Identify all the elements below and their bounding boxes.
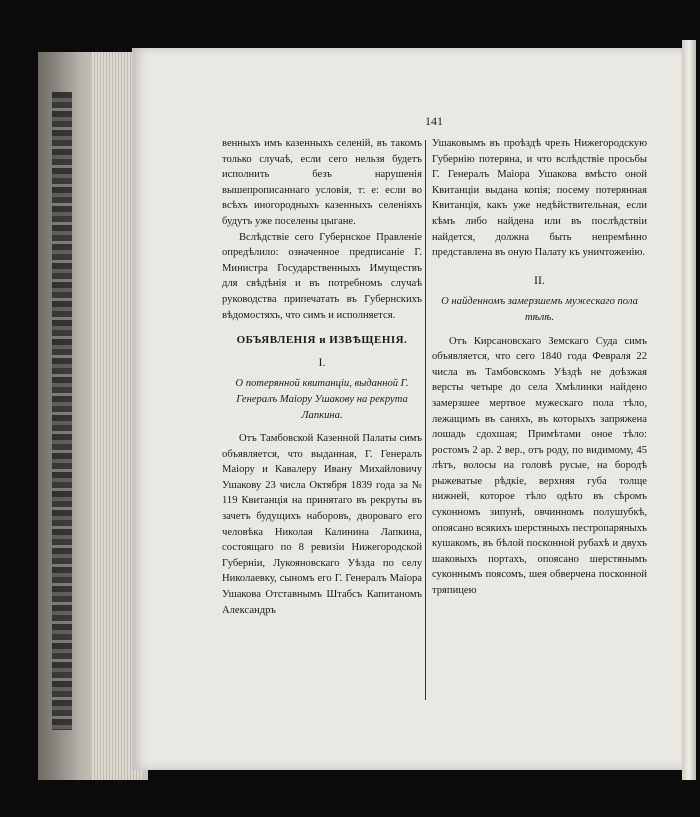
column-divider bbox=[425, 140, 426, 700]
left-column bbox=[222, 136, 422, 618]
left-paragraph-1: венныхъ имъ казенныхъ селеній, въ такомъ только случаѣ, если сего нельзя будетъ исполнить безъ нарушенія вышепрописаннаго условія, т: е: если во всѣхъ иногородныхъ казенныхъ селеніяхъ будутъ уже поселены цыгане. bbox=[222, 138, 422, 227]
page-number: 141 bbox=[425, 114, 443, 128]
notice-number-1: I. bbox=[318, 354, 326, 369]
left-paragraph-3: Отъ Тамбовской Казенной Палаты симъ объявляется, что выданная, Г. Генералъ Маіору и Кавалеру Ивану Михайловичу Ушакову 23 числа Октября 1839 года за № 119 Квитанція на принятаго въ рекруты въ зачетъ будущихъ наборовъ, двороваго его человѣка Николая Калинина Лапкина, состоящаго по 8 ревизіи Нижегородской Губерніи, Лукояновскаго Уѣзда по селу Николаевку, сыномъ его Г. Генералъ Маіора Ушакова Отставнымъ Штабсъ Капитаномъ Александръ bbox=[222, 433, 422, 616]
right-paragraph-2: Отъ Кирсановскаго Земскаго Суда симъ объявляется, что сего 1840 года Февраля 22 числа въ Тамбовскомъ Уѣздѣ не доѣзжая версты четыре до села Хмѣлинки найдено замерзшее мертвое мужескаго пола тѣло, лежащимъ въ саняхъ, въ которыхъ запряжена лошадь сдохшая; Примѣтами оное тѣло: ростомъ 2 ар. 2 вер., отъ роду, по видимому, 45 лѣтъ, волосы на головѣ русые, на бородѣ рыжеватые рѣдкіе, верхняя губа толще нижней, которое тѣло одѣто въ сѣромъ суконномъ зипунѣ, овчинномъ полушубкѣ, опоясано всякихъ шерстяныхъ пестропаряныхъ кушакомъ, въ бѣлой посконной рубахѣ и двухъ шаковыхъ портахъ, опоясано шерстянымъ суконнымъ поясомъ, шея обверчена посконной тряпицею bbox=[432, 335, 647, 597]
right-paragraph-1: Ушаковымъ въ проѣздѣ чрезъ Нижегородскую Губернію потеряна, и что вслѣдствіе просьбы Г. Генералъ Маіора Ушакова вмѣсто оной Квитанціи выдана копія; посему потерянная Квитанція, какъ уже недѣйствительная, если кѣмъ либо найдена или въ послѣдствіи найдется, должна быть непремѣнно представлена въ оную Палату къ уничтоженію. bbox=[432, 138, 647, 259]
notice-subtitle-1: О потерянной квитанціи, выданной Г. Генералъ Маіору Ушакову на рекрута Лапкина. bbox=[235, 378, 409, 421]
binding-strip bbox=[52, 92, 72, 730]
notice-number-2: II. bbox=[534, 272, 545, 287]
left-paragraph-2: Вслѣдствіе сего Губернское Правленіе опредѣлило: означенное предписаніе Г. Министра Государственныхъ Имуществъ для свѣдѣнія и въ потребномъ случаѣ руководства припечатать въ Губернскихъ вѣдомостяхъ, что симъ и исполняется. bbox=[222, 231, 422, 321]
newspaper-page bbox=[132, 48, 682, 770]
right-column bbox=[432, 136, 647, 599]
section-title: ОБЪЯВЛЕНІЯ и ИЗВѢЩЕНІЯ. bbox=[236, 334, 408, 347]
notice-subtitle-2: О найденномъ замерзшемъ мужескаго пола тѣлѣ. bbox=[441, 296, 638, 323]
book-right-edge bbox=[682, 40, 696, 780]
